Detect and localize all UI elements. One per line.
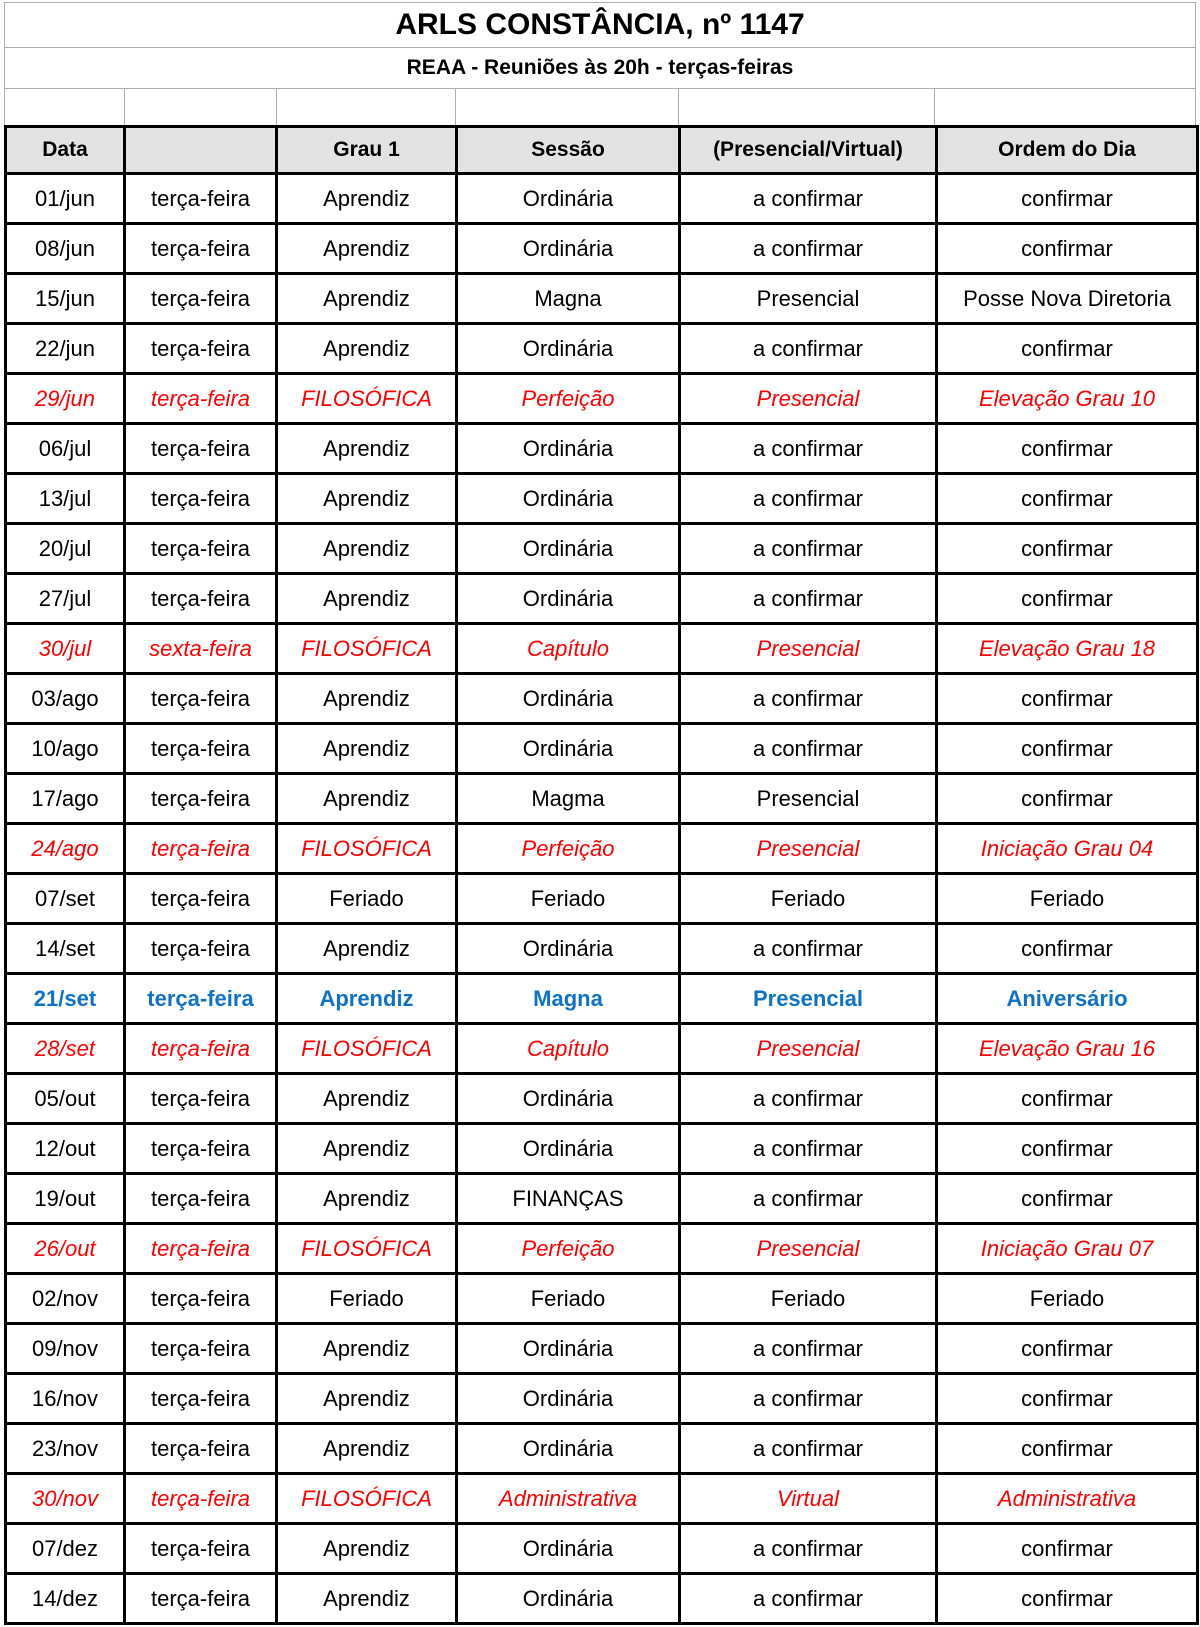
cell-sessao: Feriado: [457, 1274, 680, 1324]
cell-ordem-do-dia: confirmar: [937, 224, 1198, 274]
cell-ordem-do-dia: confirmar: [937, 924, 1198, 974]
cell-sessao: Ordinária: [457, 924, 680, 974]
table-row: [6, 524, 1198, 574]
cell-weekday: terça-feira: [125, 874, 277, 924]
table-row: [6, 1524, 1198, 1574]
cell-weekday: terça-feira: [125, 574, 277, 624]
cell-ordem-do-dia: Feriado: [937, 1274, 1198, 1324]
cell-date: 14/set: [6, 924, 125, 974]
cell-presencial-virtual: Presencial: [680, 974, 937, 1024]
cell-grau: Feriado: [277, 874, 457, 924]
cell-ordem-do-dia: Elevação Grau 16: [937, 1024, 1198, 1074]
cell-weekday: terça-feira: [125, 374, 277, 424]
cell-weekday: terça-feira: [125, 1174, 277, 1224]
cell-sessao: Ordinária: [457, 474, 680, 524]
cell-ordem-do-dia: confirmar: [937, 1324, 1198, 1374]
cell-sessao: Ordinária: [457, 424, 680, 474]
cell-presencial-virtual: Presencial: [680, 1224, 937, 1274]
cell-grau: Aprendiz: [277, 424, 457, 474]
cell-ordem-do-dia: confirmar: [937, 774, 1198, 824]
spacer-cell: [276, 89, 456, 125]
cell-ordem-do-dia: confirmar: [937, 1124, 1198, 1174]
cell-date: 20/jul: [6, 524, 125, 574]
cell-date: 06/jul: [6, 424, 125, 474]
header-cell-grau: Grau 1: [277, 127, 457, 174]
cell-grau: Aprendiz: [277, 474, 457, 524]
cell-sessao: Capítulo: [457, 624, 680, 674]
cell-ordem-do-dia: Feriado: [937, 874, 1198, 924]
cell-ordem-do-dia: Elevação Grau 18: [937, 624, 1198, 674]
table-row: [6, 174, 1198, 224]
table-row: [6, 874, 1198, 924]
cell-date: 10/ago: [6, 724, 125, 774]
table-row: [6, 1224, 1198, 1274]
cell-presencial-virtual: a confirmar: [680, 1524, 937, 1574]
table-row: [6, 1024, 1198, 1074]
cell-grau: Aprendiz: [277, 1374, 457, 1424]
cell-sessao: Ordinária: [457, 1524, 680, 1574]
cell-date: 29/jun: [6, 374, 125, 424]
cell-grau: Aprendiz: [277, 324, 457, 374]
table-row: [6, 374, 1198, 424]
cell-sessao: Ordinária: [457, 574, 680, 624]
cell-grau: Aprendiz: [277, 1174, 457, 1224]
cell-sessao: Capítulo: [457, 1024, 680, 1074]
cell-presencial-virtual: a confirmar: [680, 1174, 937, 1224]
cell-weekday: terça-feira: [125, 1074, 277, 1124]
cell-presencial-virtual: a confirmar: [680, 524, 937, 574]
cell-sessao: Ordinária: [457, 1574, 680, 1624]
cell-ordem-do-dia: Iniciação Grau 04: [937, 824, 1198, 874]
cell-date: 26/out: [6, 1224, 125, 1274]
table-row: [6, 474, 1198, 524]
header-cell-sessao: Sessão: [457, 127, 680, 174]
cell-grau: Feriado: [277, 1274, 457, 1324]
spacer-cell: [124, 89, 276, 125]
header-cell-ordem-do-dia: Ordem do Dia: [937, 127, 1198, 174]
table-row: [6, 574, 1198, 624]
cell-sessao: Ordinária: [457, 674, 680, 724]
cell-date: 03/ago: [6, 674, 125, 724]
cell-grau: FILOSÓFICA: [277, 624, 457, 674]
cell-date: 02/nov: [6, 1274, 125, 1324]
cell-weekday: terça-feira: [125, 1024, 277, 1074]
cell-sessao: Perfeição: [457, 374, 680, 424]
cell-sessao: Feriado: [457, 874, 680, 924]
cell-presencial-virtual: Presencial: [680, 824, 937, 874]
cell-grau: Aprendiz: [277, 1124, 457, 1174]
table-row: [6, 624, 1198, 674]
table-row: [6, 1424, 1198, 1474]
table-row: [6, 724, 1198, 774]
cell-date: 13/jul: [6, 474, 125, 524]
cell-presencial-virtual: a confirmar: [680, 474, 937, 524]
cell-presencial-virtual: a confirmar: [680, 1074, 937, 1124]
spreadsheet-area: [4, 2, 1196, 1625]
cell-sessao: Ordinária: [457, 1074, 680, 1124]
cell-grau: FILOSÓFICA: [277, 374, 457, 424]
cell-presencial-virtual: a confirmar: [680, 424, 937, 474]
cell-ordem-do-dia: Elevação Grau 10: [937, 374, 1198, 424]
schedule-table: [4, 125, 1199, 1625]
cell-grau: FILOSÓFICA: [277, 1024, 457, 1074]
cell-date: 17/ago: [6, 774, 125, 824]
table-row: [6, 324, 1198, 374]
cell-grau: Aprendiz: [277, 1574, 457, 1624]
cell-grau: Aprendiz: [277, 774, 457, 824]
table-row: [6, 1474, 1198, 1524]
cell-weekday: terça-feira: [125, 224, 277, 274]
cell-sessao: Magna: [457, 974, 680, 1024]
table-row: [6, 224, 1198, 274]
cell-sessao: Perfeição: [457, 1224, 680, 1274]
spacer-cell: [5, 89, 124, 125]
cell-date: 28/set: [6, 1024, 125, 1074]
cell-weekday: terça-feira: [125, 1524, 277, 1574]
cell-presencial-virtual: Presencial: [680, 774, 937, 824]
cell-weekday: terça-feira: [125, 924, 277, 974]
cell-presencial-virtual: a confirmar: [680, 674, 937, 724]
cell-presencial-virtual: a confirmar: [680, 1424, 937, 1474]
cell-ordem-do-dia: confirmar: [937, 724, 1198, 774]
cell-presencial-virtual: a confirmar: [680, 1124, 937, 1174]
cell-sessao: Ordinária: [457, 524, 680, 574]
cell-grau: Aprendiz: [277, 224, 457, 274]
cell-sessao: Ordinária: [457, 224, 680, 274]
cell-weekday: terça-feira: [125, 524, 277, 574]
spacer-cell: [455, 89, 678, 125]
table-row: [6, 974, 1198, 1024]
cell-ordem-do-dia: Aniversário: [937, 974, 1198, 1024]
cell-presencial-virtual: a confirmar: [680, 574, 937, 624]
table-row: [6, 924, 1198, 974]
cell-sessao: Ordinária: [457, 1374, 680, 1424]
cell-presencial-virtual: a confirmar: [680, 1374, 937, 1424]
cell-sessao: Ordinária: [457, 724, 680, 774]
cell-date: 15/jun: [6, 274, 125, 324]
cell-date: 12/out: [6, 1124, 125, 1174]
cell-weekday: terça-feira: [125, 1574, 277, 1624]
cell-grau: Aprendiz: [277, 1074, 457, 1124]
cell-ordem-do-dia: confirmar: [937, 474, 1198, 524]
cell-presencial-virtual: a confirmar: [680, 1324, 937, 1374]
cell-date: 09/nov: [6, 1324, 125, 1374]
table-row: [6, 1574, 1198, 1624]
cell-presencial-virtual: Presencial: [680, 624, 937, 674]
table-row: [6, 674, 1198, 724]
cell-grau: Aprendiz: [277, 974, 457, 1024]
cell-sessao: Ordinária: [457, 1324, 680, 1374]
cell-date: 22/jun: [6, 324, 125, 374]
header-cell-weekday: [125, 127, 277, 174]
cell-date: 16/nov: [6, 1374, 125, 1424]
page-title: ARLS CONSTÂNCIA, nº 1147: [5, 3, 1195, 48]
cell-weekday: terça-feira: [125, 1424, 277, 1474]
cell-presencial-virtual: Presencial: [680, 374, 937, 424]
cell-weekday: terça-feira: [125, 1474, 277, 1524]
table-row: [6, 1074, 1198, 1124]
table-row: [6, 824, 1198, 874]
cell-grau: Aprendiz: [277, 524, 457, 574]
cell-weekday: terça-feira: [125, 1324, 277, 1374]
cell-presencial-virtual: Feriado: [680, 874, 937, 924]
cell-presencial-virtual: a confirmar: [680, 924, 937, 974]
table-row: [6, 1274, 1198, 1324]
title-block: [4, 2, 1196, 125]
header-cell-data: Data: [6, 127, 125, 174]
table-row: [6, 1174, 1198, 1224]
cell-weekday: terça-feira: [125, 674, 277, 724]
cell-date: 27/jul: [6, 574, 125, 624]
cell-grau: Aprendiz: [277, 574, 457, 624]
page-subtitle: REAA - Reuniões às 20h - terças-feiras: [5, 48, 1195, 89]
cell-weekday: terça-feira: [125, 474, 277, 524]
table-row: [6, 1374, 1198, 1424]
header-row: [6, 127, 1198, 174]
cell-weekday: terça-feira: [125, 324, 277, 374]
spacer-cell: [678, 89, 935, 125]
cell-ordem-do-dia: Posse Nova Diretoria: [937, 274, 1198, 324]
cell-date: 07/set: [6, 874, 125, 924]
cell-ordem-do-dia: confirmar: [937, 1424, 1198, 1474]
table-row: [6, 1324, 1198, 1374]
cell-ordem-do-dia: confirmar: [937, 574, 1198, 624]
cell-grau: Aprendiz: [277, 1424, 457, 1474]
cell-sessao: FINANÇAS: [457, 1174, 680, 1224]
cell-date: 21/set: [6, 974, 125, 1024]
table-row: [6, 274, 1198, 324]
spacer-row: [5, 89, 1195, 125]
cell-sessao: Ordinária: [457, 324, 680, 374]
cell-presencial-virtual: a confirmar: [680, 224, 937, 274]
table-row: [6, 774, 1198, 824]
cell-sessao: Ordinária: [457, 174, 680, 224]
cell-grau: FILOSÓFICA: [277, 1224, 457, 1274]
cell-grau: FILOSÓFICA: [277, 824, 457, 874]
cell-ordem-do-dia: confirmar: [937, 174, 1198, 224]
cell-weekday: terça-feira: [125, 724, 277, 774]
cell-ordem-do-dia: confirmar: [937, 1574, 1198, 1624]
cell-date: 05/out: [6, 1074, 125, 1124]
cell-ordem-do-dia: confirmar: [937, 524, 1198, 574]
cell-date: 24/ago: [6, 824, 125, 874]
cell-ordem-do-dia: confirmar: [937, 1524, 1198, 1574]
cell-date: 19/out: [6, 1174, 125, 1224]
cell-presencial-virtual: a confirmar: [680, 724, 937, 774]
cell-presencial-virtual: Presencial: [680, 1024, 937, 1074]
cell-weekday: terça-feira: [125, 1224, 277, 1274]
cell-date: 14/dez: [6, 1574, 125, 1624]
cell-weekday: terça-feira: [125, 274, 277, 324]
cell-presencial-virtual: Feriado: [680, 1274, 937, 1324]
cell-weekday: terça-feira: [125, 1274, 277, 1324]
cell-date: 30/jul: [6, 624, 125, 674]
cell-presencial-virtual: Virtual: [680, 1474, 937, 1524]
cell-weekday: terça-feira: [125, 1124, 277, 1174]
cell-grau: Aprendiz: [277, 174, 457, 224]
cell-weekday: terça-feira: [125, 824, 277, 874]
cell-ordem-do-dia: Administrativa: [937, 1474, 1198, 1524]
cell-presencial-virtual: a confirmar: [680, 174, 937, 224]
cell-sessao: Ordinária: [457, 1424, 680, 1474]
cell-ordem-do-dia: confirmar: [937, 324, 1198, 374]
cell-grau: Aprendiz: [277, 724, 457, 774]
cell-weekday: terça-feira: [125, 974, 277, 1024]
header-cell-presencial-virtual: (Presencial/Virtual): [680, 127, 937, 174]
cell-weekday: terça-feira: [125, 1374, 277, 1424]
cell-presencial-virtual: a confirmar: [680, 1574, 937, 1624]
cell-ordem-do-dia: confirmar: [937, 1374, 1198, 1424]
cell-date: 30/nov: [6, 1474, 125, 1524]
cell-grau: Aprendiz: [277, 1324, 457, 1374]
table-row: [6, 1124, 1198, 1174]
cell-grau: Aprendiz: [277, 674, 457, 724]
spacer-cell: [934, 89, 1195, 125]
cell-weekday: sexta-feira: [125, 624, 277, 674]
cell-presencial-virtual: a confirmar: [680, 324, 937, 374]
cell-date: 23/nov: [6, 1424, 125, 1474]
cell-ordem-do-dia: confirmar: [937, 424, 1198, 474]
cell-sessao: Administrativa: [457, 1474, 680, 1524]
cell-ordem-do-dia: confirmar: [937, 674, 1198, 724]
cell-ordem-do-dia: confirmar: [937, 1074, 1198, 1124]
cell-sessao: Perfeição: [457, 824, 680, 874]
cell-weekday: terça-feira: [125, 774, 277, 824]
cell-sessao: Ordinária: [457, 1124, 680, 1174]
cell-date: 01/jun: [6, 174, 125, 224]
cell-grau: Aprendiz: [277, 274, 457, 324]
cell-sessao: Magna: [457, 274, 680, 324]
cell-sessao: Magma: [457, 774, 680, 824]
cell-date: 08/jun: [6, 224, 125, 274]
cell-grau: FILOSÓFICA: [277, 1474, 457, 1524]
cell-grau: Aprendiz: [277, 1524, 457, 1574]
cell-presencial-virtual: Presencial: [680, 274, 937, 324]
cell-ordem-do-dia: confirmar: [937, 1174, 1198, 1224]
cell-weekday: terça-feira: [125, 424, 277, 474]
table-row: [6, 424, 1198, 474]
cell-date: 07/dez: [6, 1524, 125, 1574]
cell-weekday: terça-feira: [125, 174, 277, 224]
cell-ordem-do-dia: Iniciação Grau 07: [937, 1224, 1198, 1274]
cell-grau: Aprendiz: [277, 924, 457, 974]
